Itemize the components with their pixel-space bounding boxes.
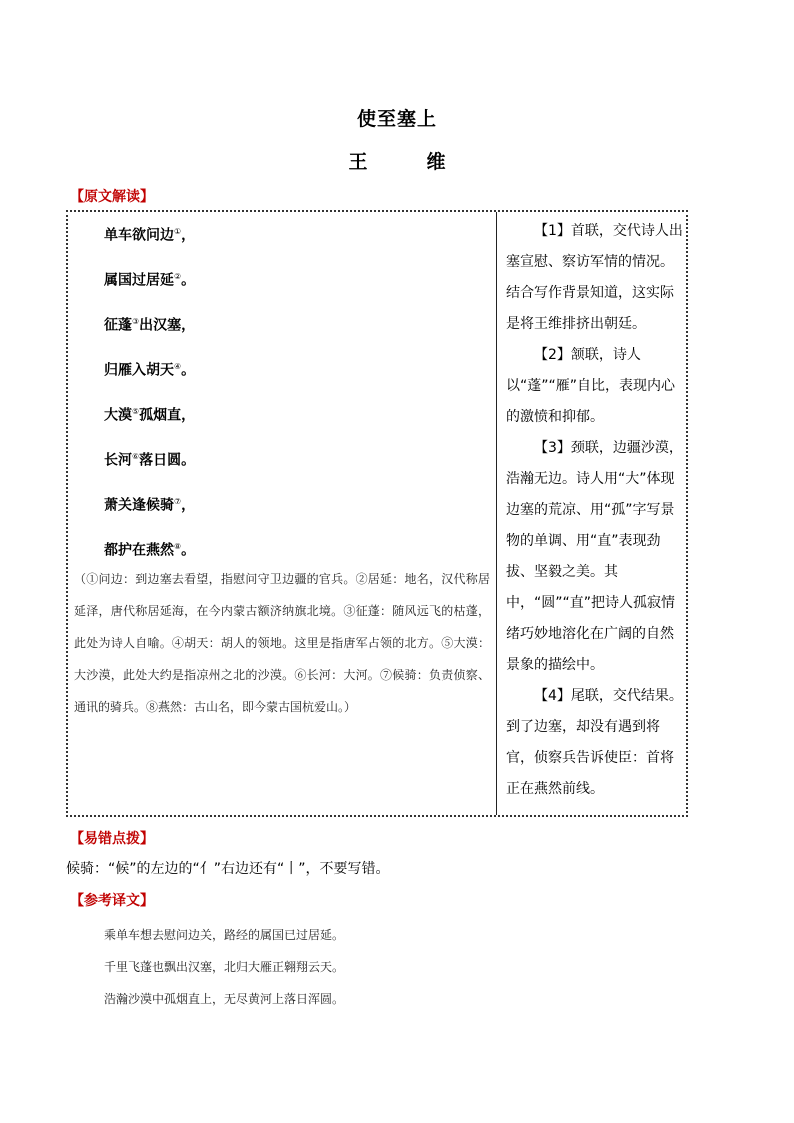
poem-line: 归雁入胡天④。	[104, 362, 196, 379]
poem-line: 长河⑥落日圆。	[104, 452, 196, 469]
section-label-translation: 【参考译文】	[70, 893, 154, 909]
poem-line: 大漠⑤孤烟直，	[104, 407, 196, 424]
poem-line: 都护在燕然⑧。	[104, 542, 196, 559]
analysis-column	[506, 216, 684, 805]
poem-author: 王 维	[348, 151, 466, 173]
analysis-paragraph: 【2】颔联，诗人以“蓬”“雁”自比，表现内心的激愤和抑郁。	[506, 347, 676, 425]
error-tip: 候骑：“候”的左边的“亻”右边还有“丨”，不要写错。	[66, 861, 390, 877]
section-label-errors: 【易错点拨】	[70, 831, 154, 847]
poem-line: 征蓬③出汉塞，	[104, 317, 196, 334]
frame-divider	[496, 212, 497, 815]
poem-title: 使至塞上	[356, 108, 437, 130]
translation-line: 乘单车想去慰问边关，路经的属国已过居延。	[104, 928, 345, 942]
poem-line: 萧关逢候骑⑦，	[104, 497, 196, 514]
poem-body	[104, 222, 484, 582]
poem-line: 属国过居延②。	[104, 272, 196, 289]
section-label-original: 【原文解读】	[70, 189, 154, 205]
translation-line: 浩瀚沙漠中孤烟直上，无尽黄河上落日浑圆。	[104, 992, 345, 1006]
poem-notes: （①问边：到边塞去看望，指慰问守卫边疆的官兵。②居延：地名，汉代称居延泽，唐代称居延海，在今内蒙古额济纳旗北境。③征蓬：随风远飞的枯蓬，此处为诗人自喻。④胡天：胡人的领地。这里是指唐军占领的北方。⑤大漠：大沙漠，此处大约是指凉州之北的沙漠。⑥长河：大河。⑦候骑：负责侦察、通讯的骑兵。⑧燕然：古山名，即今蒙古国杭爱山。）	[74, 572, 490, 714]
analysis-paragraph: 【4】尾联，交代结果。到了边塞，却没有遇到将官，侦察兵告诉使臣：首将正在燕然前线。	[506, 688, 683, 797]
analysis-paragraph: 【1】首联，交代诗人出塞宣慰、察访军情的情况。结合写作背景知道，这实际是将王维排挤出朝廷。	[506, 223, 683, 332]
translation-line: 千里飞蓬也飘出汉塞，北归大雁正翱翔云天。	[104, 960, 345, 974]
analysis-paragraph: 【3】颈联，边疆沙漠，浩瀚无边。诗人用“大”体现边塞的荒凉、用“孤”字写景物的单调、用“直”表现劲拔、坚毅之美。其中，“圆”“直”把诗人孤寂情绪巧妙地溶化在广阔的自然景象的描绘中。	[506, 440, 683, 673]
poem-line: 单车欲问边①，	[104, 227, 196, 244]
